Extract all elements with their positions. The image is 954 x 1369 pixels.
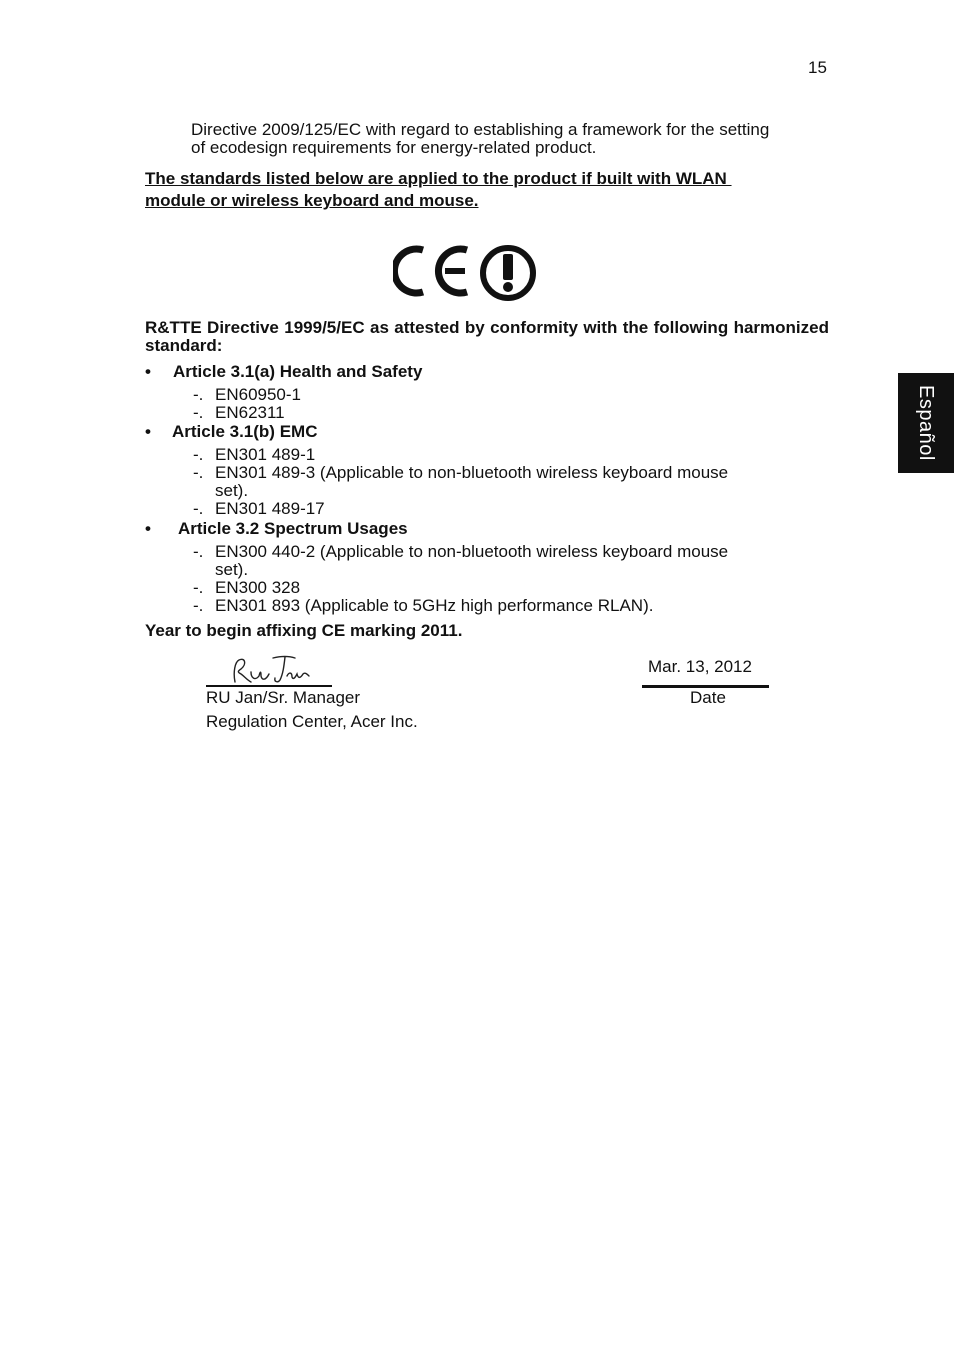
standard-item: -. EN301 489-3 (Applicable to non-bluetooth wireless keyboard mouse (193, 463, 729, 482)
wlan-notice (145, 168, 845, 212)
article-health-safety (145, 363, 422, 381)
article-title: Article 3.2 Spectrum Usages (178, 519, 408, 538)
standard-item: -. EN301 489-17 (193, 499, 325, 518)
standards-list-health-safety (193, 386, 793, 422)
language-tab-label: Español (915, 385, 937, 461)
standard-item: -. EN300 440-2 (Applicable to non-bluetooth wireless keyboard mouse (193, 542, 729, 561)
standard-item-continuation: set). (215, 560, 249, 579)
language-side-tab (898, 373, 954, 473)
page-number: 15 (808, 58, 827, 77)
article-emc (145, 423, 317, 441)
intro-paragraph (191, 121, 831, 157)
standard-item-continuation: set). (215, 481, 249, 500)
standard-item: -. EN300 328 (193, 578, 301, 597)
signature-date: Mar. 13, 2012 (648, 657, 752, 676)
intro-line-1: Directive 2009/125/EC with regard to establishing a framework for the setting (191, 120, 770, 139)
article-spectrum-usages (145, 520, 408, 538)
standard-item: -. EN60950-1 (193, 385, 302, 404)
year-statement: Year to begin affixing CE marking 2011. (145, 621, 463, 640)
standard-item: -. EN301 489-1 (193, 445, 316, 464)
bullet-marker: • (145, 519, 151, 538)
standard-item: -. EN62311 (193, 403, 285, 422)
bullet-marker: • (145, 362, 151, 381)
signer-organization: Regulation Center, Acer Inc. (206, 712, 418, 731)
intro-line-2: of ecodesign requirements for energy-related product. (191, 138, 597, 157)
bullet-marker: • (145, 422, 151, 441)
ce-alert-mark-logo (393, 240, 538, 306)
standards-list-emc (193, 446, 793, 518)
standards-list-spectrum (193, 543, 793, 615)
signature-line (206, 685, 332, 687)
rtte-statement: R&TTE Directive 1999/5/EC as attested by conformity with the following harmonized standard: (145, 318, 829, 355)
standard-item: -. EN301 893 (Applicable to 5GHz high performance RLAN). (193, 596, 654, 615)
ce-alert-mark-icon (393, 240, 538, 302)
signature-icon (225, 652, 315, 686)
signer-title: RU Jan/Sr. Manager (206, 688, 361, 707)
article-title: Article 3.1(a) Health and Safety (173, 362, 423, 381)
article-title: Article 3.1(b) EMC (172, 422, 318, 441)
date-label: Date (690, 688, 726, 707)
wlan-notice-line-1: The standards listed below are applied to the product if built with WLAN (145, 169, 732, 188)
wlan-notice-line-2: module or wireless keyboard and mouse. (145, 191, 479, 210)
